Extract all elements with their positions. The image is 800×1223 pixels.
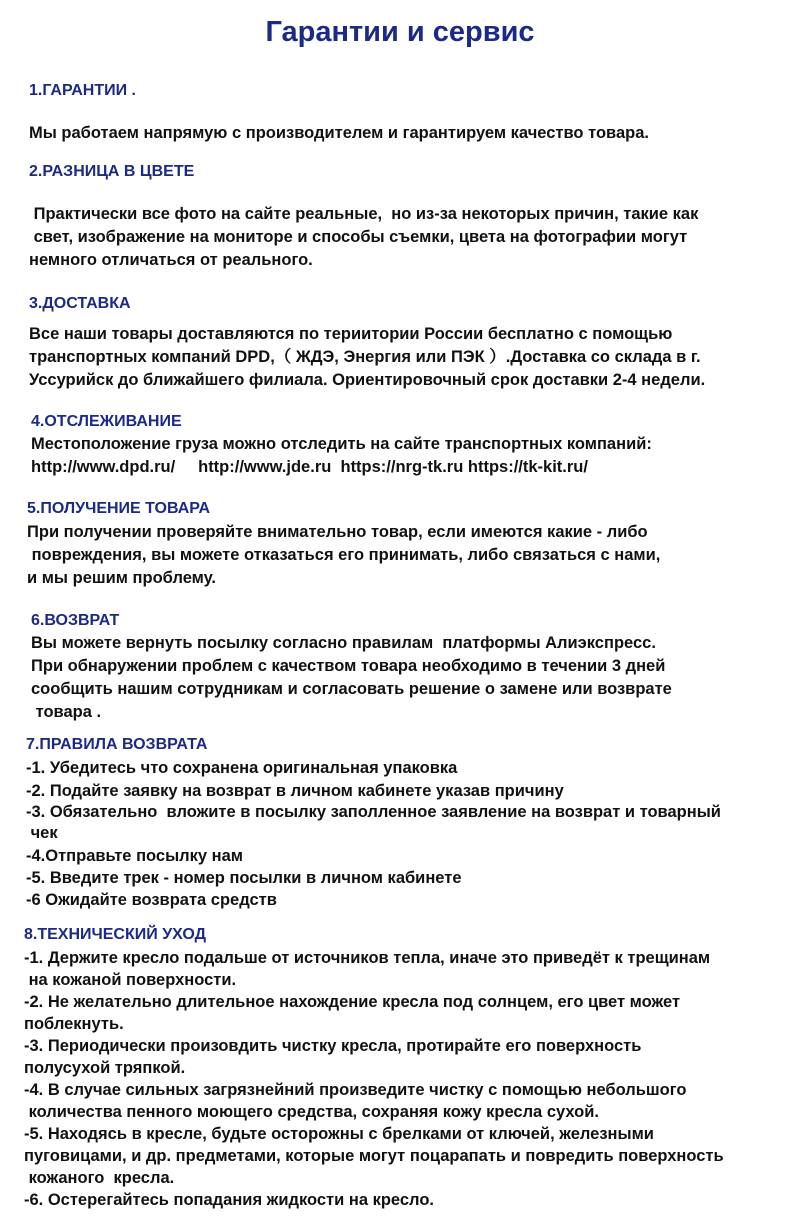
section-line: -6 Ожидайте возврата средств: [26, 891, 277, 909]
section-heading-receiving: 5.ПОЛУЧЕНИЕ ТОВАРА: [27, 500, 211, 517]
section-heading-return: 6.ВОЗВРАТ: [31, 612, 120, 629]
section-line: Практически все фото на сайте реальные, но из-за некоторых причин, такие как: [29, 205, 699, 223]
section-line: кожаного кресла.: [24, 1169, 175, 1187]
section-line: сообщить нашим сотрудникам и согласовать решение о замене или возврате: [31, 680, 672, 698]
section-line: Местоположение груза можно отследить на сайте транспортных компаний:: [31, 435, 652, 453]
section-line: повреждения, вы можете отказаться его принимать, либо связаться с нами,: [27, 546, 661, 564]
section-line: При получении проверяйте внимательно товар, если имеются какие - либо: [27, 523, 648, 541]
section-line: на кожаной поверхности.: [24, 971, 237, 989]
section-line: количества пенного моющего средства, сохраняя кожу кресла сухой.: [24, 1103, 599, 1121]
section-line: -1. Убедитесь что сохранена оригинальная упаковка: [26, 759, 458, 777]
section-line: -3. Обязательно вложите в посылку заполленное заявление на возврат и товарный: [26, 803, 721, 821]
section-line: Все наши товары доставляются по териитории России бесплатно с помощью: [29, 325, 673, 343]
page-title: Гарантии и сервис: [265, 16, 535, 48]
section-heading-technical-care: 8.ТЕХНИЧЕСКИЙ УХОД: [24, 926, 207, 943]
section-line: -5. Находясь в кресле, будьте осторожны с брелками от ключей, железными: [24, 1125, 654, 1143]
section-line: немного отличаться от реального.: [29, 251, 313, 269]
section-line: свет, изображение на мониторе и способы съемки, цвета на фотографии могут: [29, 228, 688, 246]
section-line: и мы решим проблему.: [27, 569, 216, 587]
section-line: чек: [26, 824, 58, 842]
section-line: -6. Остерегайтесь попадания жидкости на кресло.: [24, 1191, 434, 1209]
section-line: -2. Не желательно длительное нахождение кресла под солнцем, его цвет может: [24, 993, 681, 1011]
section-heading-guarantees: 1.ГАРАНТИИ .: [29, 82, 136, 99]
section-line: -4. В случае сильных загрязнейний произведите чистку с помощью небольшого: [24, 1081, 687, 1099]
section-line: -4.Отправьте посылку нам: [26, 847, 244, 865]
section-line: Уссурийск до ближайшего филиала. Ориентировочный срок доставки 2-4 недели.: [29, 371, 706, 389]
section-line: транспортных компаний DPD,（ ЖДЭ, Энергия или ПЭК ）.Доставка со склада в г.: [29, 348, 701, 366]
section-line: Мы работаем напрямую с производителем и гарантируем качество товара.: [29, 124, 649, 142]
section-line: поблекнуть.: [24, 1015, 124, 1033]
section-line: -5. Введите трек - номер посылки в личном кабинете: [26, 869, 462, 887]
section-line: -1. Держите кресло подальше от источников тепла, иначе это приведёт к трещинам: [24, 949, 711, 967]
tracking-links: http://www.dpd.ru/ http://www.jde.ru https://nrg-tk.ru https://tk-kit.ru/: [31, 458, 588, 476]
section-line: товара .: [31, 703, 102, 721]
section-heading-return-rules: 7.ПРАВИЛА ВОЗВРАТА: [26, 736, 208, 753]
section-line: -2. Подайте заявку на возврат в личном кабинете указав причину: [26, 782, 564, 800]
section-heading-delivery: 3.ДОСТАВКА: [29, 295, 131, 312]
section-line: полусухой тряпкой.: [24, 1059, 186, 1077]
section-line: пуговицами, и др. предметами, которые могут поцарапать и повредить поверхность: [24, 1147, 724, 1165]
section-line: При обнаружении проблем с качеством товара необходимо в течении 3 дней: [31, 657, 666, 675]
section-line: -3. Периодически произовдить чистку кресла, протирайте его поверхность: [24, 1037, 642, 1055]
section-heading-tracking: 4.ОТСЛЕЖИВАНИЕ: [31, 413, 182, 430]
section-line: Вы можете вернуть посылку согласно правилам платформы Алиэкспресс.: [31, 634, 656, 652]
section-heading-color-difference: 2.РАЗНИЦА В ЦВЕТЕ: [29, 163, 195, 180]
